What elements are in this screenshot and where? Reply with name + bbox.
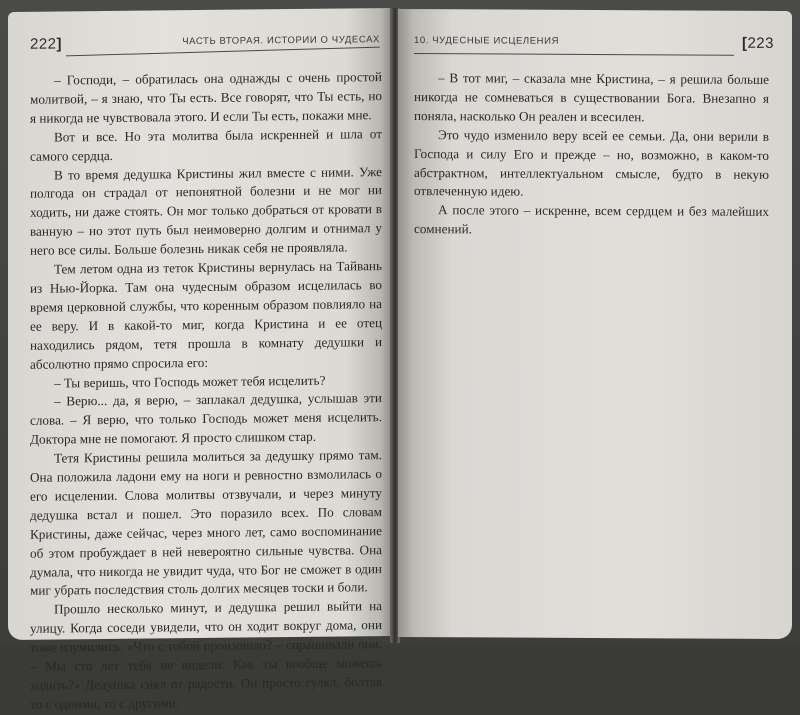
header-rule-left [66, 47, 380, 57]
right-page-header [414, 31, 774, 57]
page-number-bracket: ] [56, 35, 63, 53]
left-page-text [30, 68, 382, 714]
page-number-bracket: [ [741, 34, 748, 52]
paragraph: В то время дедушка Кристины жил вместе с ними. Уже полгода он страдал от непонятной болезни и не мог ни ходить, ни даже стоять. Он мог только добраться от кровати в ванную – но этот путь был неимоверно долгим и отнимал у него все силы. Больше болезнь никак себя не проявляла. [30, 163, 382, 258]
paragraph: Тем летом одна из теток Кристины вернулась на Тайвань из Нью-Йорка. Там она чудесным образом исцелилась во время церковной службы, что коренным образом повлияло на ее веру. И в какой-то миг, когда Кристина и ее отец находились рядом, тетя прошла в комнату дедушки и абсолютно прямо спросила его: [30, 258, 382, 372]
right-page [398, 9, 792, 639]
right-page-text [414, 69, 769, 241]
left-page-header [30, 30, 380, 58]
paragraph: – Верю... да, я верю, – заплакал дедушка, услышав эти слова. – Я верю, что только Господь может меня исцелить. Доктора мне не помогают. Я просто слишком стар. [30, 390, 382, 447]
left-page [8, 8, 392, 712]
paragraph: Прошло несколько минут, и дедушка решил выйти на улицу. Когда соседи увидели, что он ходит вокруг дома, они тоже изумились. «Что с тобой произошло? – спрашивали они. – Мы сто лет тебя не видели. Как ты вообще можешь ходить?» Дедушка сиял от радости. Он просто гулял, болтая то с одними, то с другими. [30, 598, 382, 712]
paragraph: А после этого – искренне, всем сердцем и без малейших сомнений. [414, 202, 769, 237]
paragraph: Это чудо изменило веру всей ее семьи. Да, они верили в Господа и силу Его и прежде – но, возможно, в каком-то абстрактном, интеллектуальном смысле, будто в некую отвлеченную идею. [414, 126, 769, 200]
running-head-left: ЧАСТЬ ВТОРАЯ. ИСТОРИИ О ЧУДЕСАХ [182, 34, 380, 48]
running-head-right: 10. ЧУДЕСНЫЕ ИСЦЕЛЕНИЯ [414, 35, 560, 47]
header-rule-right [414, 53, 734, 56]
paragraph: Вот и все. Но эта молитва была искренней и шла от самого сердца. [30, 125, 382, 164]
paragraph: – Ты веришь, что Господь может тебя исцелить? [54, 372, 326, 391]
page-number-left: 222] [30, 35, 63, 53]
paragraph: – В тот миг, – сказала мне Кристина, – я решила больше никогда не сомневаться в существовании Бога. Внезапно я поняла, насколько Он реален и всесилен. [414, 70, 769, 125]
paragraph: – Господи, – обратилась она однажды с очень простой молитвой, – я знаю, что Ты есть. Все говорят, что Ты есть, но я никогда не чувствовала этого. И если Ты есть, покажи мне. [30, 69, 382, 126]
paragraph: Тетя Кристины решила молиться за дедушку прямо там. Она положила ладони ему на ноги и ревностно взмолилась о его исцелении. Слова молитвы отзвучали, и через минуту дедушка встал и пошел. Это поразило всех. По словам Кристины, даже сейчас, через много лет, само воспоминание об этом пробуждает в ней невероятно сильные чувства. Она думала, что никогда не увидит чуда, что Бог не сможет в один миг убрать последствия столь долгих месяцев тоски и боли. [30, 447, 382, 599]
page-number-right: [223 [741, 34, 774, 52]
